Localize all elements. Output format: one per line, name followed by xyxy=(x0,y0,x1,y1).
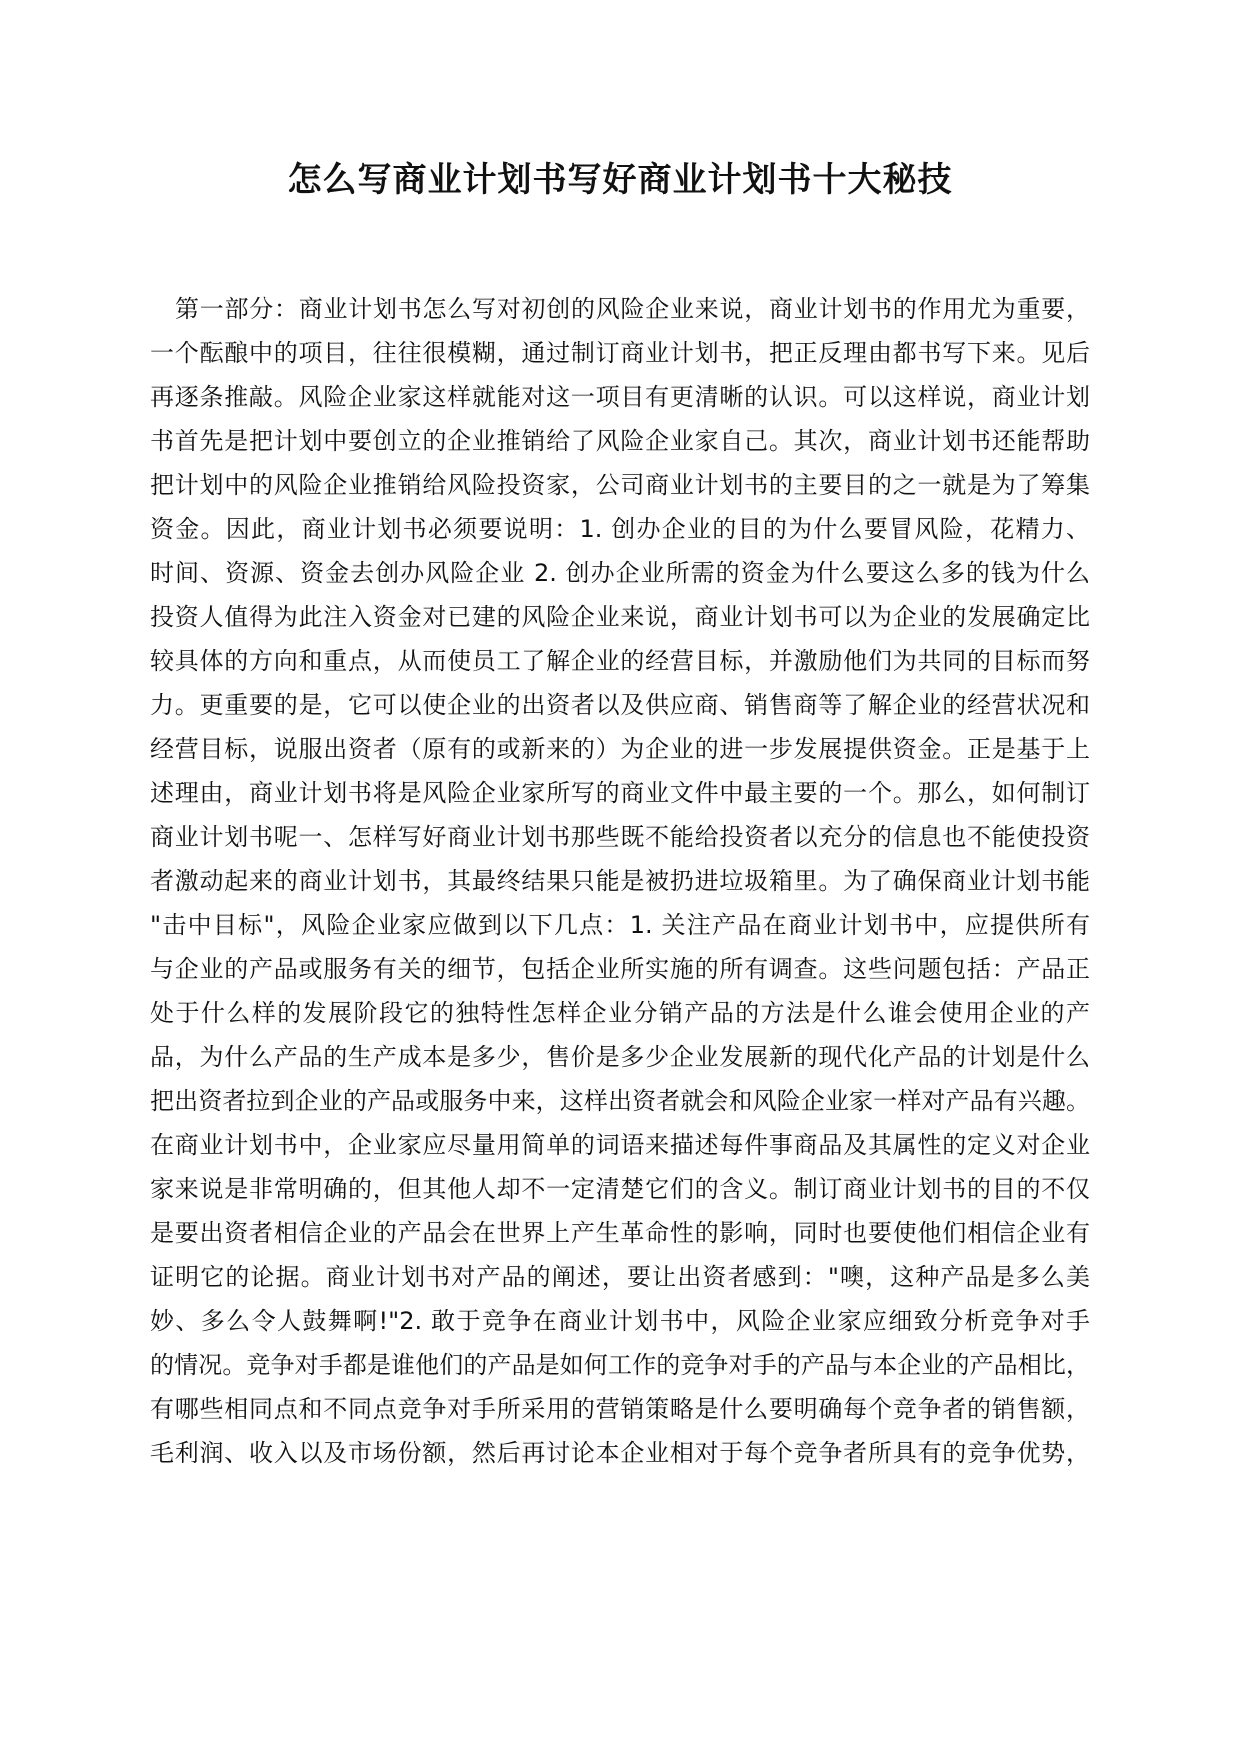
body-line: 证明它的论据。商业计划书对产品的阐述，要让出资者感到："噢，这种产品是多么美 xyxy=(150,1263,1090,1291)
body-line: "击中目标"，风险企业家应做到以下几点：1. 关注产品在商业计划书中，应提供所有 xyxy=(150,911,1090,939)
body-line: 书首先是把计划中要创立的企业推销给了风险企业家自己。其次，商业计划书还能帮助 xyxy=(150,427,1090,455)
body-line: 较具体的方向和重点，从而使员工了解企业的经营目标，并激励他们为共同的目标而努 xyxy=(150,647,1090,675)
body-line: 在商业计划书中，企业家应尽量用简单的词语来描述每件事商品及其属性的定义对企业 xyxy=(150,1131,1090,1159)
document-title: 怎么写商业计划书写好商业计划书十大秘技 xyxy=(287,160,953,200)
body-line: 处于什么样的发展阶段它的独特性怎样企业分销产品的方法是什么谁会使用企业的产 xyxy=(150,999,1090,1027)
body-line: 再逐条推敲。风险企业家这样就能对这一项目有更清晰的认识。可以这样说，商业计划 xyxy=(150,383,1090,411)
body-line: 家来说是非常明确的，但其他人却不一定清楚它们的含义。制订商业计划书的目的不仅 xyxy=(150,1175,1090,1203)
body-line: 把出资者拉到企业的产品或服务中来，这样出资者就会和风险企业家一样对产品有兴趣。 xyxy=(150,1087,1090,1115)
body-line: 有哪些相同点和不同点竞争对手所采用的营销策略是什么要明确每个竞争者的销售额， xyxy=(150,1395,1090,1423)
body-line: 经营目标，说服出资者（原有的或新来的）为企业的进一步发展提供资金。正是基于上 xyxy=(150,735,1090,763)
body-line: 时间、资源、资金去创办风险企业 2. 创办企业所需的资金为什么要这么多的钱为什么 xyxy=(150,559,1090,587)
body-line: 毛利润、收入以及市场份额，然后再讨论本企业相对于每个竞争者所具有的竞争优势， xyxy=(150,1439,1090,1467)
body-line: 一个酝酿中的项目，往往很模糊，通过制订商业计划书，把正反理由都书写下来。见后 xyxy=(150,339,1090,367)
body-line: 者激动起来的商业计划书，其最终结果只能是被扔进垃圾箱里。为了确保商业计划书能 xyxy=(150,867,1090,895)
body-line: 述理由，商业计划书将是风险企业家所写的商业文件中最主要的一个。那么，如何制订 xyxy=(150,779,1090,807)
body-line: 力。更重要的是，它可以使企业的出资者以及供应商、销售商等了解企业的经营状况和 xyxy=(150,691,1090,719)
body-line: 妙、多么令人鼓舞啊!"2. 敢于竞争在商业计划书中，风险企业家应细致分析竞争对手 xyxy=(150,1307,1090,1335)
body-line: 与企业的产品或服务有关的细节，包括企业所实施的所有调查。这些问题包括：产品正 xyxy=(150,955,1090,983)
body-line: 是要出资者相信企业的产品会在世界上产生革命性的影响，同时也要使他们相信企业有 xyxy=(150,1219,1090,1247)
body-line: 投资人值得为此注入资金对已建的风险企业来说，商业计划书可以为企业的发展确定比 xyxy=(150,603,1090,631)
body-line: 品，为什么产品的生产成本是多少，售价是多少企业发展新的现代化产品的计划是什么 xyxy=(150,1043,1090,1071)
body-line: 资金。因此，商业计划书必须要说明：1. 创办企业的目的为什么要冒风险，花精力、 xyxy=(150,515,1090,543)
document-body xyxy=(150,287,1090,1475)
body-line: 把计划中的风险企业推销给风险投资家，公司商业计划书的主要目的之一就是为了筹集 xyxy=(150,471,1090,499)
body-line: 商业计划书呢一、怎样写好商业计划书那些既不能给投资者以充分的信息也不能使投资 xyxy=(150,823,1090,851)
body-line: 的情况。竞争对手都是谁他们的产品是如何工作的竞争对手的产品与本企业的产品相比， xyxy=(150,1351,1090,1379)
body-line: 第一部分：商业计划书怎么写对初创的风险企业来说，商业计划书的作用尤为重要， xyxy=(175,295,1090,323)
